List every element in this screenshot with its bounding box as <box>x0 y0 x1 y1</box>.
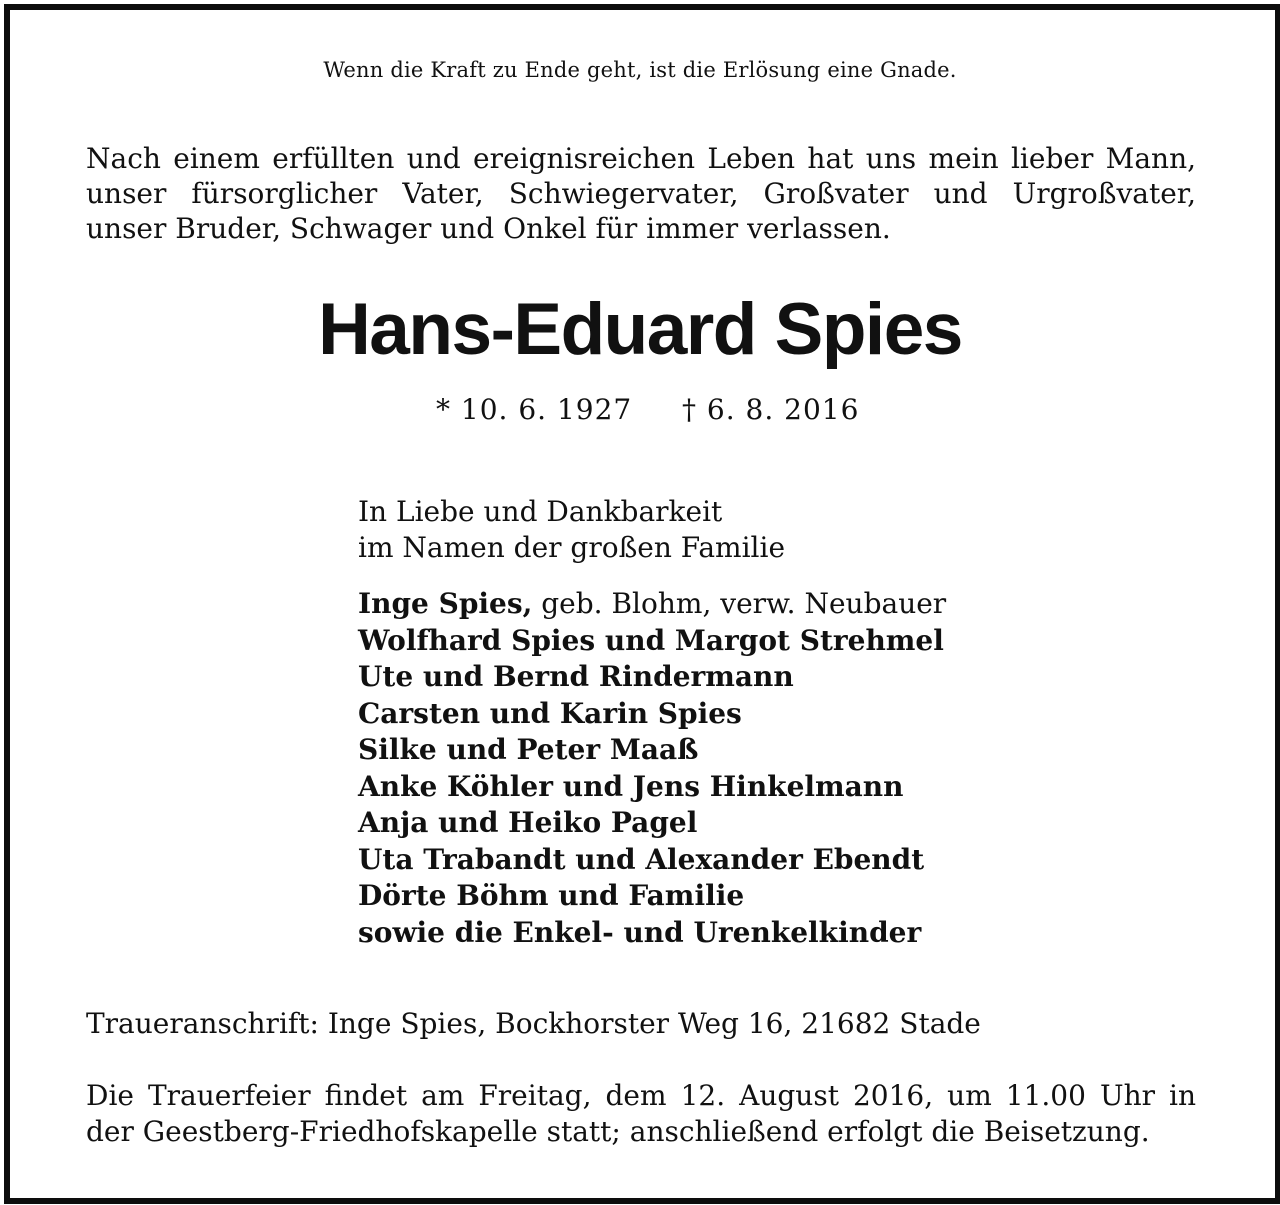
gratitude-line: In Liebe und Dankbarkeit <box>358 495 723 528</box>
intro-line-1: Nach einem erfüllten und ereignisreichen Leben hat uns mein lieber Mann, <box>86 142 1196 175</box>
mourner-row: sowie die Enkel- und Urenkelkinder <box>358 915 922 949</box>
intro-line-2: unser fürsorglicher Vater, Schwiegervater, Großvater und Urgroßvater, <box>86 177 1196 210</box>
intro-line-3: unser Bruder, Schwager und Onkel für immer verlassen. <box>86 212 891 245</box>
mourners-block <box>358 494 946 951</box>
mourners-list <box>358 586 946 951</box>
mourner-row: Anke Köhler und Jens Hinkelmann <box>358 769 904 803</box>
motto-text: Wenn die Kraft zu Ende geht, ist die Erlösung eine Gnade. <box>323 58 957 82</box>
mourner-row: Uta Trabandt und Alexander Ebendt <box>358 842 925 876</box>
birth-date: * 10. 6. 1927 <box>436 393 633 426</box>
mourning-address: Traueranschrift: Inge Spies, Bockhorster Weg 16, 21682 Stade <box>86 1007 981 1040</box>
family-line: im Namen der großen Familie <box>358 531 786 564</box>
mourner-row: Ute und Bernd Rindermann <box>358 660 794 693</box>
deceased-name: Hans-Eduard Spies <box>318 289 962 370</box>
mourner-row: Anja und Heiko Pagel <box>358 806 698 839</box>
ceremony-line-2: der Geestberg-Friedhofskapelle statt; anschließend erfolgt die Beisetzung. <box>86 1115 1150 1148</box>
mourner-row: Carsten und Karin Spies <box>358 696 742 730</box>
ceremony-line-1: Die Trauerfeier findet am Freitag, dem 12. August 2016, um 11.00 Uhr in <box>86 1079 1196 1112</box>
mourner-widow-name: Inge Spies, <box>358 587 533 620</box>
mourner-row: Silke und Peter Maaß <box>358 733 699 766</box>
mourner-row: Wolfhard Spies und Margot Strehmel <box>358 623 944 657</box>
mourner-row: Dörte Böhm und Familie <box>358 879 745 912</box>
ceremony-paragraph <box>86 1078 1196 1150</box>
intro-paragraph <box>86 141 1196 246</box>
mourner-row-widow <box>358 586 946 623</box>
mourner-widow-details: geb. Blohm, verw. Neubauer <box>532 587 947 620</box>
death-date: † 6. 8. 2016 <box>682 393 860 426</box>
